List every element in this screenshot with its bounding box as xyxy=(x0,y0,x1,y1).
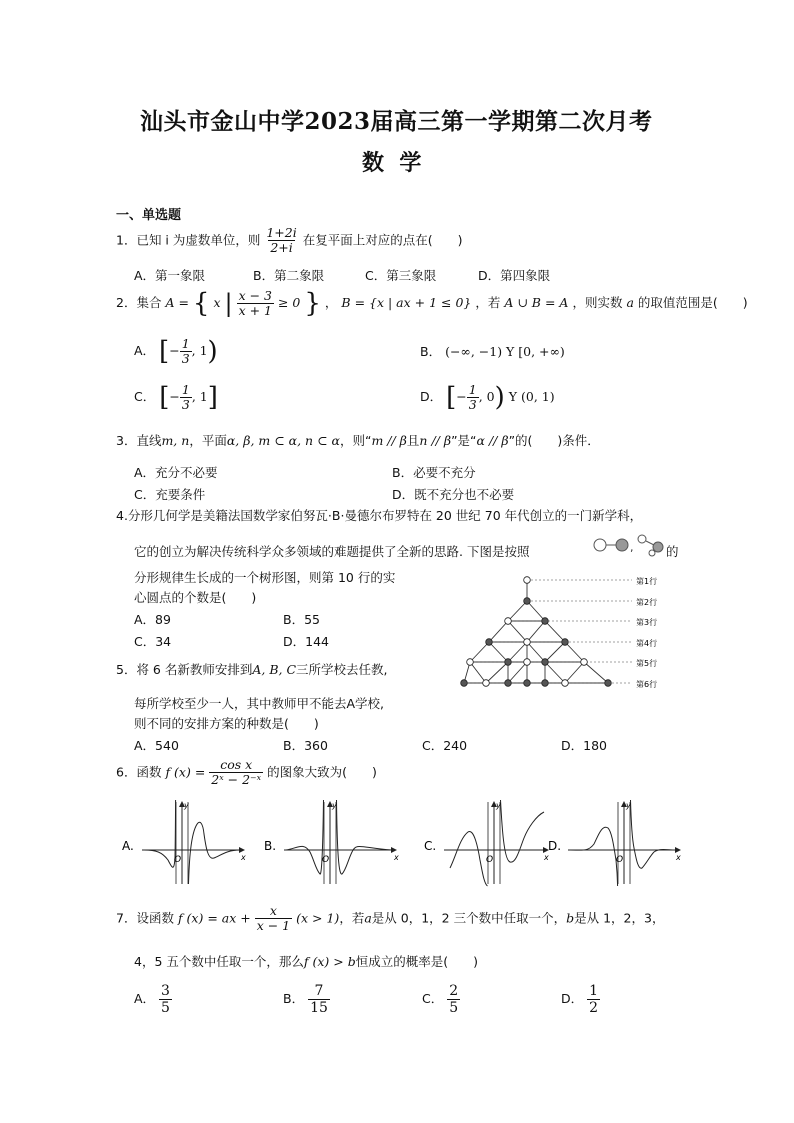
graph-b-label: B. xyxy=(264,839,277,853)
hollow-node xyxy=(524,639,531,646)
q4-line-2-end: 的 xyxy=(666,544,679,559)
q2-option-a-bracket-close: ) xyxy=(207,336,218,367)
graph-d-y: y xyxy=(626,801,631,810)
solid-node xyxy=(461,680,468,687)
tree-edge xyxy=(545,642,565,662)
q2-option-d-bracket-close: ) xyxy=(494,382,505,413)
q7-option-c-num: 2 xyxy=(449,983,459,999)
tree-lines xyxy=(464,580,608,683)
row-label-4: 第4行 xyxy=(636,639,658,648)
q2-setA-den: x + 1 xyxy=(238,303,272,318)
q7-option-d xyxy=(561,983,600,1016)
solid-node xyxy=(542,659,549,666)
q1-fraction xyxy=(264,226,298,256)
q3-mid1: ，平面 xyxy=(189,433,227,448)
q3-post: ”的( )条件． xyxy=(508,433,600,448)
question-5 xyxy=(116,660,388,678)
tree-edge xyxy=(565,642,584,662)
q5-line1-post: 三所学校去任教, xyxy=(296,662,388,677)
tree-edge xyxy=(508,642,527,662)
graph-option-a xyxy=(122,800,246,884)
graph-b-origin: O xyxy=(322,855,330,865)
q7-mid3: 是从 1，2，3， xyxy=(574,910,665,926)
q7-math1: f (x) = ax + xyxy=(177,910,251,926)
q2-brace-close: } xyxy=(304,288,321,319)
q3-mid2: ，则“ xyxy=(339,433,372,448)
svg-text:,: , xyxy=(630,541,634,554)
q2-option-d-tail: , 0 xyxy=(478,389,495,404)
q6-pre: 6．函数 xyxy=(116,764,162,780)
q5-option-d: D．180 xyxy=(561,738,607,753)
graph-c-label: C. xyxy=(424,839,437,853)
tree-edge xyxy=(545,662,565,683)
q2-option-c-fraction xyxy=(180,383,192,413)
q2-option-c-num: 1 xyxy=(181,381,190,397)
q5-option-a: A．540 xyxy=(134,738,179,753)
tree-edge xyxy=(527,621,545,642)
q2-brace-open: { xyxy=(192,288,210,319)
q7-mid2: 是从 0，1，2 三个数中任取一个， xyxy=(371,910,567,926)
hollow-node xyxy=(524,659,531,666)
q7-option-d-fraction xyxy=(587,983,600,1016)
q2-option-a: A． [− $\frac{1}{3}$ , 1) xyxy=(134,335,218,367)
graph-a-label: A. xyxy=(122,839,134,853)
q2-setA-x: x xyxy=(213,295,221,310)
q1-frac-den: 2+i xyxy=(270,240,293,256)
q3-math4: n // β xyxy=(419,433,452,448)
q3-math2: α, β, m ⊂ α, n ⊂ α xyxy=(226,433,340,448)
q2-option-a-fraction xyxy=(180,337,192,367)
q2-option-a-bracket-open: [ xyxy=(159,336,170,367)
q7-option-a xyxy=(134,983,172,1016)
q2-setB: B = {x | ax + 1 ≤ 0} xyxy=(341,295,472,310)
row-label-1: 第1行 xyxy=(636,577,658,586)
q2-option-b-label: B． xyxy=(420,344,442,359)
q1-option-d: D．第四象限 xyxy=(478,268,551,283)
q1-frac-num: 1+2i xyxy=(266,225,297,240)
q2-option-a-num: 1 xyxy=(181,335,190,351)
graph-option-d xyxy=(548,800,681,886)
tree-edge xyxy=(508,662,527,683)
q7-option-c-den: 5 xyxy=(449,1000,459,1017)
tree-edge xyxy=(489,621,508,642)
q5-line1-pre: 5．将 6 名新教师安排到 xyxy=(116,662,253,677)
q2-var: a xyxy=(626,295,634,310)
hollow-node xyxy=(562,680,569,687)
q7-cond: (x > 1) xyxy=(296,910,340,926)
q7-option-c xyxy=(422,983,460,1016)
q4-option-b: B．55 xyxy=(283,612,320,627)
q7-option-d-label: D． xyxy=(561,991,584,1007)
solid-node xyxy=(524,598,531,605)
q7-option-b-den: 15 xyxy=(310,1000,328,1017)
page-title: 汕头市金山中学2023届高三第一学期第二次月考 xyxy=(140,108,653,135)
q6-frac-den: 2ˣ − 2⁻ˣ xyxy=(211,772,262,788)
q7-option-a-den: 5 xyxy=(161,1000,170,1017)
q4-line-1: 4.分形几何学是美籍法国数学家伯努瓦·B·曼德尔布罗特在 20 世纪 70 年代创立的一门新学科， xyxy=(116,508,643,523)
tree-edge xyxy=(527,642,545,662)
q7-option-b-fraction xyxy=(308,983,330,1016)
q3-option-b: B．必要不充分 xyxy=(392,465,476,480)
q2-option-c-bracket-close: ] xyxy=(207,382,218,413)
q2-setA-fraction xyxy=(237,289,274,319)
solid-node xyxy=(486,639,493,646)
q2-setA-num: x − 3 xyxy=(238,287,272,303)
q3-option-d: D．既不充分也不必要 xyxy=(392,487,515,502)
graph-b-y: y xyxy=(332,801,337,810)
solid-node xyxy=(542,618,549,625)
solid-node xyxy=(605,680,612,687)
hollow-node xyxy=(505,618,512,625)
q2-option-c-label: C． xyxy=(134,389,156,404)
graph-c-origin: O xyxy=(486,855,494,865)
fractal-rule-icon xyxy=(592,533,664,557)
row-label-6: 第6行 xyxy=(636,680,658,689)
graph-a-x: x xyxy=(241,853,246,862)
tree-edge xyxy=(527,601,545,621)
solid-node xyxy=(524,680,531,687)
tree-edge xyxy=(508,621,527,642)
q4-option-c: C．34 xyxy=(134,634,172,649)
q2-union: A ∪ B = A xyxy=(504,295,569,310)
q2-option-d-union: Y (0, 1) xyxy=(508,389,555,404)
q3-option-a: A．充分不必要 xyxy=(134,465,218,480)
tree-edge xyxy=(584,662,608,683)
q3-option-c: C．充要条件 xyxy=(134,487,206,502)
q5-line-2: 每所学校至少一人，其中教师甲不能去A学校, xyxy=(134,696,385,711)
q6-graph-options xyxy=(116,798,686,890)
graph-d-label: D. xyxy=(548,839,562,853)
q5-line1-math: A, B, C xyxy=(252,662,297,677)
graph-d-x: x xyxy=(676,853,681,862)
q3-mid4: ”是“ xyxy=(451,433,477,448)
graph-c-y: y xyxy=(496,801,501,810)
q6-post: 的图象大致为( ) xyxy=(267,764,377,780)
hollow-node xyxy=(524,577,531,584)
q7-var-b: b xyxy=(566,910,575,926)
q7-option-b-num: 7 xyxy=(314,983,324,999)
hollow-node xyxy=(467,659,474,666)
q1-option-c: C．第三象限 xyxy=(365,268,437,283)
q2-option-d-num: 1 xyxy=(468,381,477,397)
q6-fraction xyxy=(209,758,263,788)
graph-option-b xyxy=(264,800,399,884)
q3-math3: m // β xyxy=(371,433,407,448)
q2-text-pre: 2．集合 xyxy=(116,295,162,310)
hollow-node xyxy=(483,680,490,687)
tree-row-guides xyxy=(464,580,632,683)
q1-text-pre: 1．已知 i 为虚数单位，则 xyxy=(116,232,261,248)
q2-option-d-fraction xyxy=(467,383,479,413)
q1-text-post: 在复平面上对应的点在( ) xyxy=(302,232,463,248)
q7-option-b xyxy=(283,983,330,1016)
q7-mid1: ，若 xyxy=(339,910,365,926)
q7-line2-post: 恒成立的概率是( ) xyxy=(355,954,478,969)
tree-edge xyxy=(565,662,584,683)
q2-post2: 的取值范围是( ) xyxy=(637,295,748,310)
tree-edge xyxy=(486,662,508,683)
q7-frac-num: x xyxy=(269,903,277,918)
q1-option-b: B．第二象限 xyxy=(253,268,325,283)
q5-line-3: 则不同的安排方案的种数是( ) xyxy=(134,716,319,731)
q2-mid: ， xyxy=(324,295,338,310)
question-7 xyxy=(116,904,664,934)
graph-a-origin: O xyxy=(174,855,182,865)
q2-option-d-bracket-open: [ xyxy=(446,382,457,413)
q7-option-d-num: 1 xyxy=(589,983,599,999)
q7-line2-pre: 4，5 五个数中任取一个，那么 xyxy=(134,954,304,969)
q6-math: f (x) = xyxy=(165,764,206,780)
q4-line-2: 它的创立为解决传统科学众多领域的难题提供了全新的思路. 下图是按照 xyxy=(134,544,530,559)
fractal-tree-figure xyxy=(456,570,688,698)
q6-frac-num: cos x xyxy=(220,757,253,772)
q2-post: ，则实数 xyxy=(572,295,623,310)
tree-row-labels xyxy=(636,576,657,689)
q2-setA-rel: ≥ 0 xyxy=(277,295,301,310)
q2-option-b xyxy=(420,342,565,360)
q7-frac-den: x − 1 xyxy=(256,918,291,934)
question-6 xyxy=(116,758,377,788)
q2-option-c-den: 3 xyxy=(181,397,190,412)
q7-option-c-fraction xyxy=(447,983,460,1016)
solid-node xyxy=(505,659,512,666)
tree-edge xyxy=(508,601,527,621)
q3-math1: m, n xyxy=(161,433,190,448)
hollow-node xyxy=(581,659,588,666)
q2-option-b-math: (−∞, −1) Y [0, +∞) xyxy=(445,344,565,359)
tree-edge xyxy=(470,642,489,662)
q7-fraction xyxy=(255,904,292,934)
row-label-5: 第5行 xyxy=(636,659,658,668)
q2-option-c-tail: , 1 xyxy=(191,389,208,404)
q7-var-a: a xyxy=(364,910,372,926)
subject-title: 数 学 xyxy=(362,150,422,176)
row-label-3: 第3行 xyxy=(636,618,658,627)
q4-line-4: 心圆点的个数是( ) xyxy=(134,590,257,605)
q7-option-b-label: B． xyxy=(283,991,305,1007)
q2-option-d: D． [− $\frac{1}{3}$ , 0) Y (0, 1) xyxy=(420,381,555,413)
question-3 xyxy=(116,431,600,449)
question-2 xyxy=(116,286,748,320)
q2-mid2: ，若 xyxy=(475,295,501,310)
q2-option-a-label: A． xyxy=(134,343,156,358)
graph-option-c xyxy=(424,800,549,886)
q2-option-d-label: D． xyxy=(420,389,443,404)
q2-option-d-den: 3 xyxy=(468,397,477,412)
q3-pre: 3．直线 xyxy=(116,433,162,448)
q3-math5: α // β xyxy=(476,433,509,448)
q2-option-a-den: 3 xyxy=(181,351,190,366)
q7-option-a-num: 3 xyxy=(161,983,170,999)
solid-node xyxy=(562,639,569,646)
q5-option-b: B．360 xyxy=(283,738,328,753)
graph-c-x: x xyxy=(544,853,549,862)
q2-option-c-bracket-open: [ xyxy=(159,382,170,413)
q4-option-a: A．89 xyxy=(134,612,171,627)
graph-d-origin: O xyxy=(616,855,624,865)
q2-setA-lhs: A = xyxy=(165,295,189,310)
q7-line2-math: f (x) > b xyxy=(303,954,356,969)
q5-option-c: C．240 xyxy=(422,738,468,753)
tree-edge xyxy=(470,662,486,683)
q2-option-c: C． [− $\frac{1}{3}$ , 1] xyxy=(134,381,218,413)
q7-option-c-label: C． xyxy=(422,991,444,1007)
question-1 xyxy=(116,226,463,256)
q2-bar: | xyxy=(224,289,233,318)
q7-line-2 xyxy=(134,952,478,970)
q7-pre: 7．设函数 xyxy=(116,910,174,926)
q4-line-3: 分形规律生长成的一个树形图，则第 10 行的实 xyxy=(134,570,396,585)
solid-node xyxy=(542,680,549,687)
q4-option-d: D．144 xyxy=(283,634,329,649)
graph-b-x: x xyxy=(394,853,399,862)
row-label-2: 第2行 xyxy=(636,598,658,607)
tree-edge xyxy=(489,642,508,662)
q2-option-a-tail: , 1 xyxy=(191,343,208,358)
section-heading: 一、单选题 xyxy=(116,208,182,223)
graph-a-y: y xyxy=(184,801,189,810)
tree-edge xyxy=(545,621,565,642)
q7-option-d-den: 2 xyxy=(589,1000,599,1017)
solid-node xyxy=(505,680,512,687)
q1-option-a: A．第一象限 xyxy=(134,268,206,283)
q7-option-a-label: A． xyxy=(134,991,156,1007)
q7-option-a-fraction xyxy=(159,983,172,1016)
q3-mid3: 且 xyxy=(406,433,420,448)
